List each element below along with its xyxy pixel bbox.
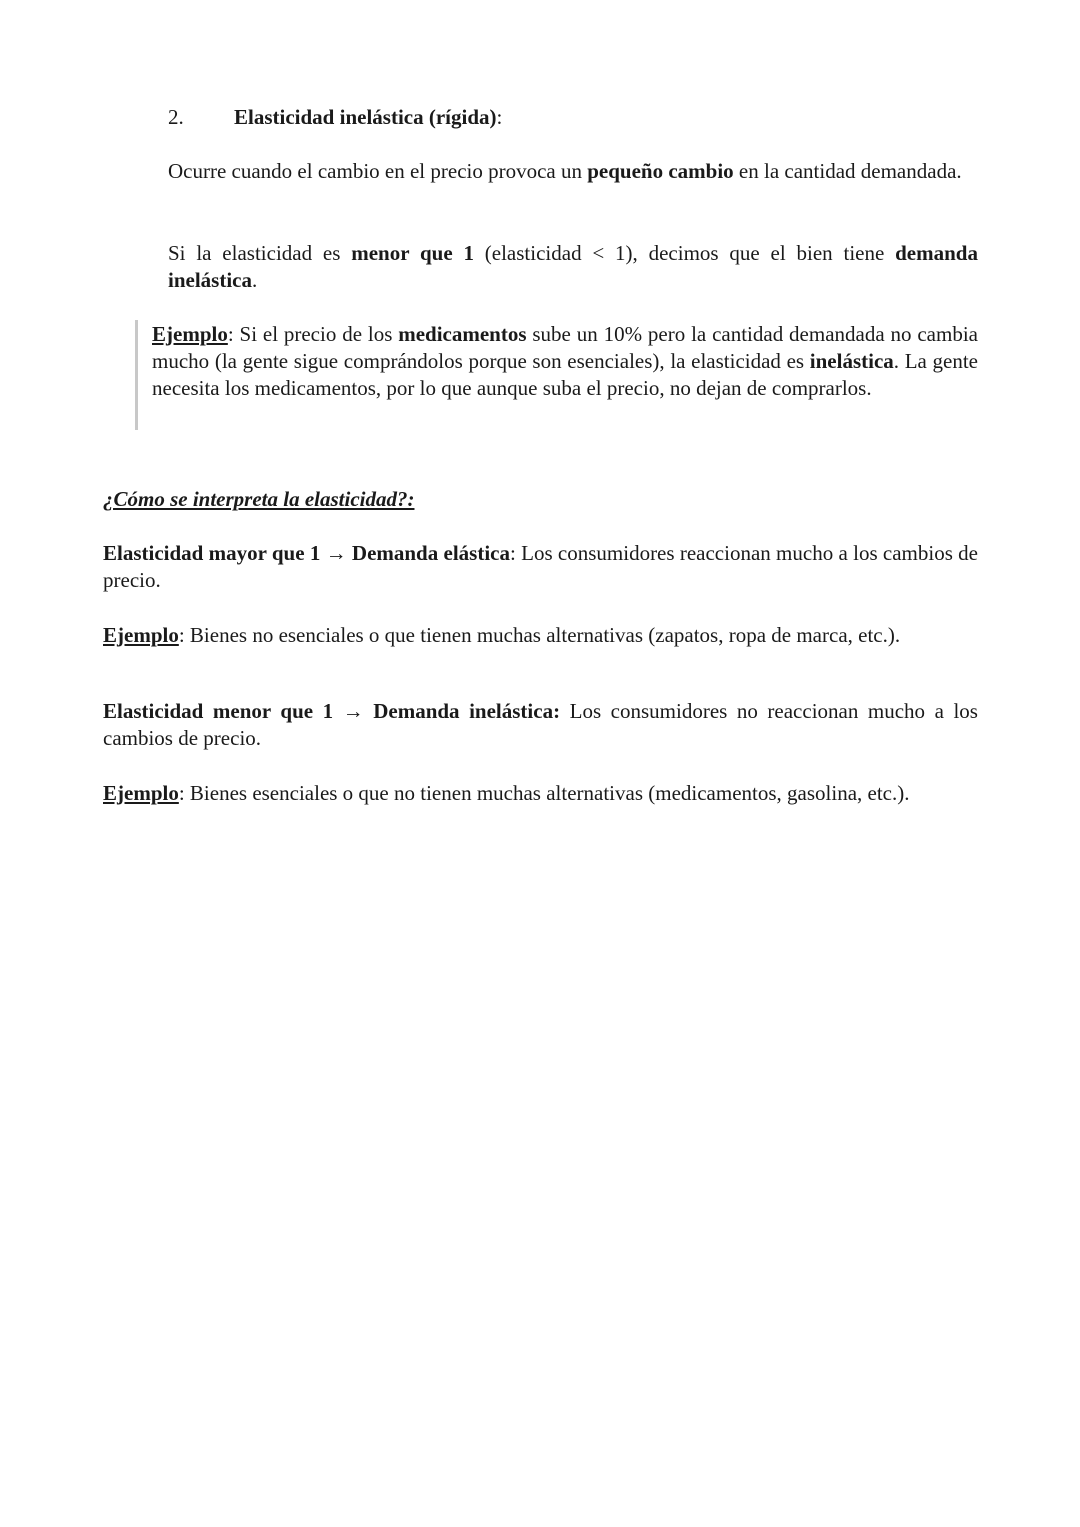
text-run: Si la elasticidad es [168, 241, 352, 265]
definition-paragraph [168, 158, 978, 185]
inelastic-paragraph [103, 698, 978, 752]
list-item-title: Elasticidad inelástica (rígida) [234, 105, 497, 129]
inelastic-example-paragraph [103, 780, 978, 807]
text-run: : Bienes esenciales o que no tienen muchas alternativas (medicamentos, gasolina, etc.). [178, 781, 910, 805]
bold-text: menor que 1 [351, 241, 474, 265]
text-run: Los consumidores no reaccionan mucho a los cambios de precio. [103, 699, 978, 750]
section-heading: ¿Cómo se interpreta la elasticidad?: [103, 487, 415, 511]
bold-text: demanda inelástica [168, 241, 978, 292]
text-run: : Los consumidores reaccionan mucho a los cambios de precio. [103, 541, 978, 592]
example-label: Ejemplo [103, 781, 179, 805]
elastic-paragraph [103, 540, 978, 594]
example-label: Ejemplo [103, 623, 179, 647]
text-run: en la cantidad demandada. [733, 159, 962, 183]
list-item-number: 2. [168, 105, 184, 129]
elastic-example-paragraph [103, 622, 978, 649]
text-run: : Si el precio de los [227, 322, 399, 346]
example-blockquote [135, 320, 978, 430]
example-paragraph [152, 321, 978, 402]
text-run: Ocurre cuando el cambio en el precio provoca un [168, 159, 588, 183]
rule-paragraph [168, 240, 978, 294]
list-item-title-suffix: : [496, 105, 503, 129]
bold-text: inelástica [809, 349, 894, 373]
example-label: Ejemplo [152, 322, 228, 346]
text-run: . La gente necesita los medicamentos, por lo que aunque suba el precio, no dejan de comprarlos. [152, 349, 979, 400]
text-run: (elasticidad < 1), decimos que el bien tiene [473, 241, 896, 265]
bold-text: Elasticidad menor que 1 → Demanda inelástica: [103, 699, 561, 723]
text-run: : Bienes no esenciales o que tienen muchas alternativas (zapatos, ropa de marca, etc.). [178, 623, 901, 647]
bold-text: pequeño cambio [587, 159, 734, 183]
text-run: sube un 10% pero la cantidad demandada no cambia mucho (la gente sigue comprándolos porque son esenciales), la elasticidad es [152, 322, 978, 373]
text-run: . [252, 268, 258, 292]
list-item-heading [168, 104, 978, 131]
bold-text: medicamentos [398, 322, 527, 346]
bold-text: Elasticidad mayor que 1 → Demanda elástica [103, 541, 510, 565]
